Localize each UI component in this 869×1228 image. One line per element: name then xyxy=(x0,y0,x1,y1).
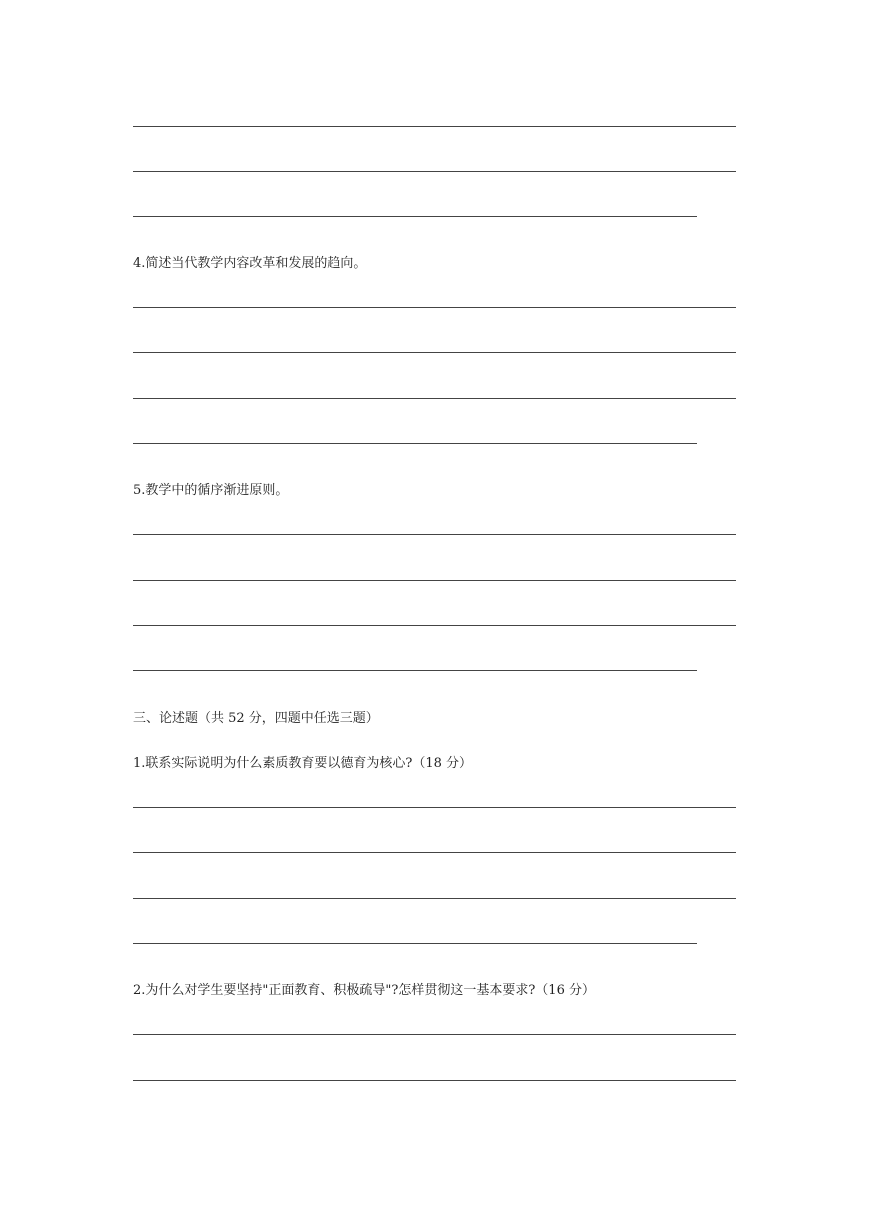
answer-line xyxy=(133,625,736,626)
section-3-question-1: 1.联系实际说明为什么素质教育要以德育为核心?（18 分） xyxy=(133,756,473,771)
answer-line xyxy=(133,1080,736,1081)
answer-line xyxy=(133,352,736,353)
answer-line xyxy=(133,307,736,308)
section-3-heading: 三、论述题（共 52 分，四题中任选三题） xyxy=(133,711,379,726)
answer-line xyxy=(133,171,736,172)
answer-line xyxy=(133,670,697,671)
section-3-question-2: 2.为什么对学生要坚持"正面教育、积极疏导"?怎样贯彻这一基本要求?（16 分） xyxy=(133,983,595,998)
answer-line xyxy=(133,126,736,127)
answer-line xyxy=(133,398,736,399)
answer-line xyxy=(133,898,736,899)
answer-line xyxy=(133,1034,736,1035)
question-4: 4.简述当代教学内容改革和发展的趋向。 xyxy=(133,256,367,271)
answer-line xyxy=(133,580,736,581)
answer-line xyxy=(133,534,736,535)
question-5: 5.教学中的循序渐进原则。 xyxy=(133,483,289,498)
answer-line xyxy=(133,943,697,944)
answer-line xyxy=(133,216,697,217)
answer-line xyxy=(133,443,697,444)
answer-line xyxy=(133,852,736,853)
answer-line xyxy=(133,807,736,808)
